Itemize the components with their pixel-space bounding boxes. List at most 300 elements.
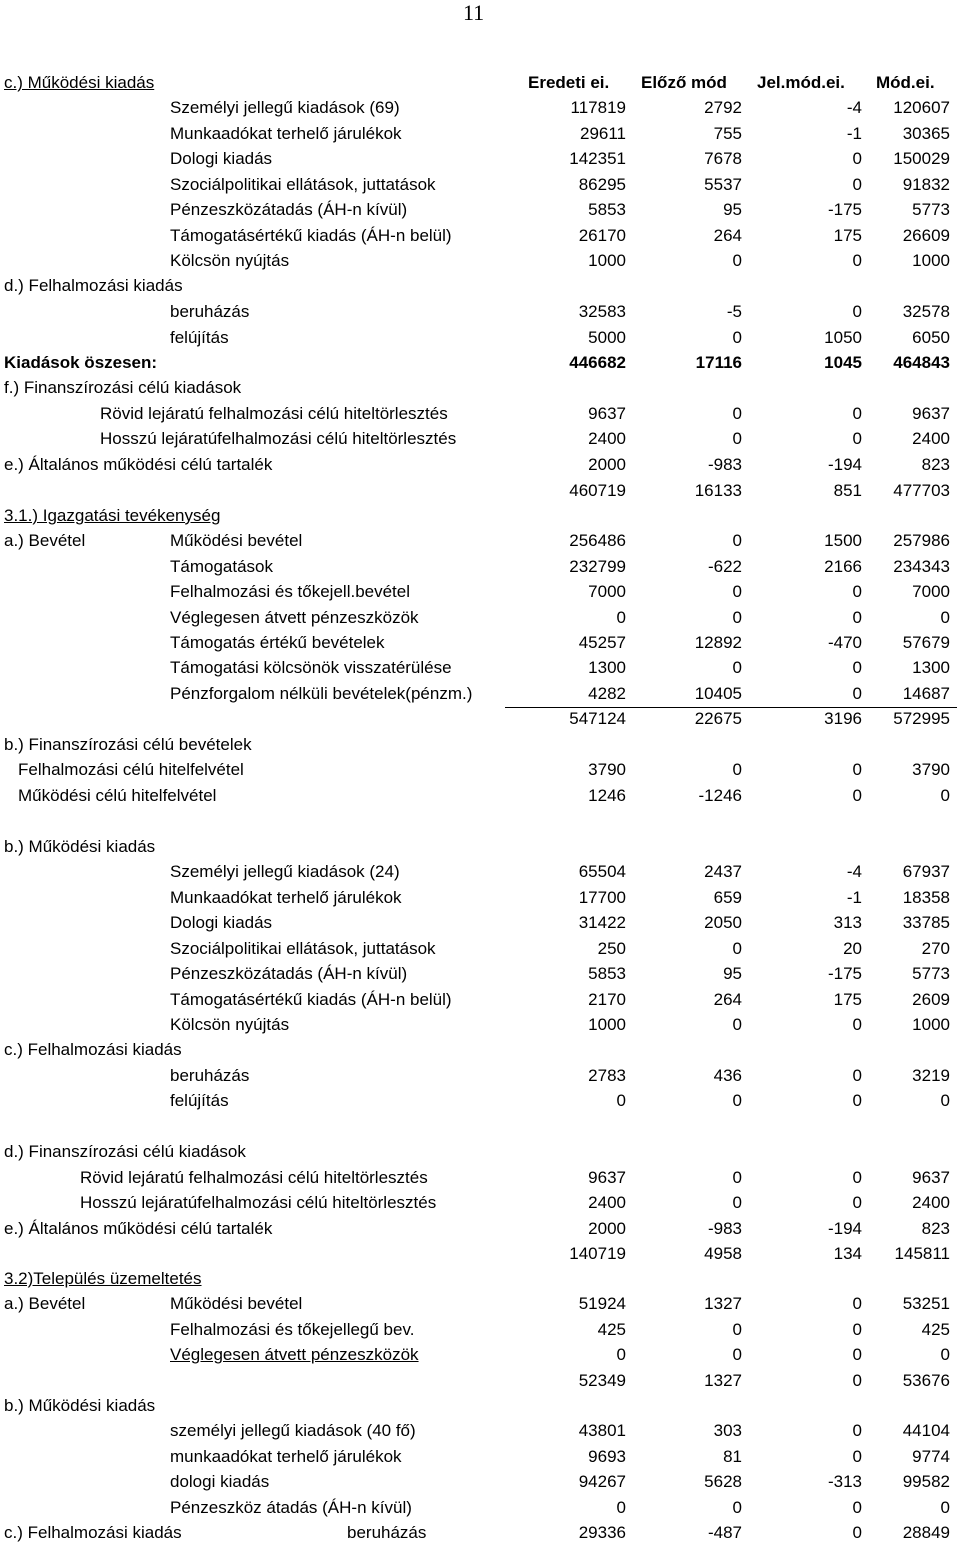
cell-adjustment: 0 xyxy=(852,1498,862,1517)
row-label: Pénzeszközátadás (ÁH-n kívül) xyxy=(170,200,408,219)
cell-original: 142351 xyxy=(569,149,626,168)
cell-previous: 0 xyxy=(732,1168,742,1187)
cell-adjustment: 0 xyxy=(852,1345,862,1364)
row-label: Támogatások xyxy=(170,557,273,576)
cell-modified: 3790 xyxy=(912,760,950,779)
row-label: Dologi kiadás xyxy=(170,149,273,168)
table-row xyxy=(0,989,960,1011)
row-label: Támogatási kölcsönök visszatérülése xyxy=(170,658,452,677)
cell-adjustment: 3196 xyxy=(824,709,862,728)
section-heading xyxy=(0,1395,960,1417)
row-label: Pénzeszköz átadás (ÁH-n kívül) xyxy=(170,1498,412,1517)
cell-previous: 10405 xyxy=(694,684,742,703)
cell-adjustment: 0 xyxy=(852,608,862,627)
cell-adjustment: 313 xyxy=(833,913,862,932)
row-label: b.) Finanszírozási célú bevételek xyxy=(4,735,252,754)
cell-previous: 0 xyxy=(732,939,742,958)
row-label: Felhalmozási és tőkejellegű bev. xyxy=(170,1320,415,1339)
cell-previous: 0 xyxy=(732,1345,742,1364)
section-heading xyxy=(0,275,960,297)
cell-previous: -1246 xyxy=(698,786,742,805)
cell-adjustment: -175 xyxy=(827,964,862,983)
table-row xyxy=(0,174,960,196)
cell-original: 1246 xyxy=(588,786,626,805)
row-label: e.) Általános működési célú tartalék xyxy=(4,1219,273,1238)
row-label: Kölcsön nyújtás xyxy=(170,251,290,270)
table-row xyxy=(0,1497,960,1519)
cell-original: 29611 xyxy=(579,124,626,143)
table-row xyxy=(0,1370,960,1392)
table-row xyxy=(0,97,960,119)
cell-original: 2400 xyxy=(588,1193,626,1212)
row-label: Személyi jellegű kiadások (69) xyxy=(170,98,400,117)
table-row xyxy=(0,861,960,883)
table-row xyxy=(0,785,960,807)
cell-original: 0 xyxy=(616,1498,626,1517)
row-label: Támogatásértékű kiadás (ÁH-n belül) xyxy=(170,990,452,1009)
cell-adjustment: 0 xyxy=(852,1091,862,1110)
cell-modified: 464843 xyxy=(893,353,950,372)
section-heading xyxy=(0,1141,960,1163)
cell-previous: 7678 xyxy=(704,149,742,168)
cell-modified: 120607 xyxy=(893,98,950,117)
cell-modified: 823 xyxy=(921,455,950,474)
cell-previous: 0 xyxy=(732,429,742,448)
table-row xyxy=(0,1293,960,1315)
cell-modified: 1000 xyxy=(912,251,950,270)
cell-modified: 44104 xyxy=(902,1421,950,1440)
cell-adjustment: 0 xyxy=(852,1066,862,1085)
row-label: c.) Felhalmozási kiadás xyxy=(4,1523,182,1542)
row-label: Véglegesen átvett pénzeszközök xyxy=(170,608,419,627)
row-label: b.) Működési kiadás xyxy=(4,837,156,856)
cell-previous: 0 xyxy=(732,1320,742,1339)
table-row xyxy=(0,607,960,629)
table-row xyxy=(0,1243,960,1265)
row-label: a.) Bevétel xyxy=(4,1294,86,1313)
cell-adjustment: 0 xyxy=(852,684,862,703)
cell-original: 256486 xyxy=(569,531,626,550)
cell-previous: 0 xyxy=(732,658,742,677)
table-row xyxy=(0,530,960,552)
row-label: munkaadókat terhelő járulékok xyxy=(170,1447,402,1466)
col-header-previous: Előző mód xyxy=(641,73,727,92)
row-label: személyi jellegű kiadások (40 fő) xyxy=(170,1421,416,1440)
cell-adjustment: -4 xyxy=(846,862,862,881)
cell-previous: -983 xyxy=(707,1219,742,1238)
table-row xyxy=(0,1192,960,1214)
cell-previous: 436 xyxy=(713,1066,742,1085)
cell-modified: 0 xyxy=(940,608,950,627)
cell-modified: 28849 xyxy=(902,1523,950,1542)
sum-rule xyxy=(505,707,957,708)
table-row xyxy=(0,1065,960,1087)
cell-previous: 303 xyxy=(713,1421,742,1440)
cell-modified: 7000 xyxy=(912,582,950,601)
cell-original: 2170 xyxy=(588,990,626,1009)
table-row xyxy=(0,1014,960,1036)
row-label: Véglegesen átvett pénzeszközök xyxy=(170,1345,419,1364)
row-label: Működési célú hitelfelvétel xyxy=(18,786,217,805)
cell-adjustment: 0 xyxy=(852,1015,862,1034)
table-row xyxy=(0,657,960,679)
cell-adjustment: -4 xyxy=(846,98,862,117)
cell-modified: 2609 xyxy=(912,990,950,1009)
cell-modified: 234343 xyxy=(893,557,950,576)
cell-original: 5853 xyxy=(588,964,626,983)
cell-previous: 0 xyxy=(732,404,742,423)
cell-original: 31422 xyxy=(578,913,626,932)
row-label: Pénzforgalom nélküli bevételek(pénzm.) xyxy=(170,684,473,703)
cell-adjustment: -1 xyxy=(846,124,862,143)
cell-adjustment: 1045 xyxy=(824,353,862,372)
cell-modified: 1300 xyxy=(912,658,950,677)
cell-original: 2000 xyxy=(588,455,626,474)
table-row xyxy=(0,1420,960,1442)
row-label: c.) Felhalmozási kiadás xyxy=(4,1040,182,1059)
cell-original: 9637 xyxy=(588,1168,626,1187)
row-label: Munkaadókat terhelő járulékok xyxy=(170,124,402,143)
cell-adjustment: 175 xyxy=(833,990,862,1009)
table-row xyxy=(0,1090,960,1112)
cell-modified: 26609 xyxy=(902,226,950,245)
cell-modified: 30365 xyxy=(902,124,950,143)
cell-original: 1000 xyxy=(588,1015,626,1034)
cell-adjustment: 0 xyxy=(852,404,862,423)
cell-original: 94267 xyxy=(578,1472,626,1491)
cell-previous: 755 xyxy=(713,124,742,143)
table-row xyxy=(0,1522,960,1544)
cell-adjustment: 175 xyxy=(833,226,862,245)
cell-previous: 0 xyxy=(732,608,742,627)
cell-previous: 17116 xyxy=(695,353,742,372)
cell-modified: 5773 xyxy=(912,200,950,219)
cell-adjustment: 0 xyxy=(852,429,862,448)
cell-previous: 0 xyxy=(732,1193,742,1212)
row-label: Szociálpolitikai ellátások, juttatások xyxy=(170,939,436,958)
cell-adjustment: 2166 xyxy=(824,557,862,576)
cell-previous: 5628 xyxy=(704,1472,742,1491)
cell-modified: 823 xyxy=(921,1219,950,1238)
row-label: f.) Finanszírozási célú kiadások xyxy=(4,378,242,397)
cell-modified: 33785 xyxy=(902,913,950,932)
cell-modified: 32578 xyxy=(902,302,950,321)
cell-modified: 99582 xyxy=(902,1472,950,1491)
cell-modified: 53251 xyxy=(902,1294,950,1313)
table-row xyxy=(0,352,960,374)
table-row xyxy=(0,708,960,730)
cell-adjustment: 0 xyxy=(852,1294,862,1313)
row-sublabel: Működési bevétel xyxy=(170,531,303,550)
table-row xyxy=(0,148,960,170)
cell-original: 0 xyxy=(616,608,626,627)
cell-previous: 4958 xyxy=(704,1244,742,1263)
table-row xyxy=(0,556,960,578)
table-row xyxy=(0,225,960,247)
table-row xyxy=(0,887,960,909)
cell-previous: 12892 xyxy=(694,633,742,652)
cell-original: 51924 xyxy=(578,1294,626,1313)
table-row xyxy=(0,1167,960,1189)
cell-modified: 1000 xyxy=(912,1015,950,1034)
cell-adjustment: -175 xyxy=(827,200,862,219)
cell-modified: 3219 xyxy=(912,1066,950,1085)
section-heading xyxy=(0,1039,960,1061)
cell-original: 2783 xyxy=(588,1066,626,1085)
cell-modified: 257986 xyxy=(893,531,950,550)
section-title: c.) Működési kiadás xyxy=(4,73,155,92)
row-label: Munkaadókat terhelő járulékok xyxy=(170,888,402,907)
cell-original: 7000 xyxy=(588,582,626,601)
cell-adjustment: -313 xyxy=(827,1472,862,1491)
row-label: 3.1.) Igazgatási tevékenység xyxy=(4,506,221,525)
cell-original: 32583 xyxy=(578,302,626,321)
row-label: Személyi jellegű kiadások (24) xyxy=(170,862,400,881)
table-row xyxy=(0,1344,960,1366)
cell-original: 0 xyxy=(616,1345,626,1364)
cell-modified: 67937 xyxy=(902,862,950,881)
row-label: Kölcsön nyújtás xyxy=(170,1015,290,1034)
cell-modified: 0 xyxy=(940,1345,950,1364)
cell-original: 9637 xyxy=(588,404,626,423)
cell-previous: 0 xyxy=(732,251,742,270)
cell-modified: 572995 xyxy=(893,709,950,728)
cell-original: 45257 xyxy=(578,633,626,652)
cell-adjustment: 0 xyxy=(852,786,862,805)
cell-original: 425 xyxy=(597,1320,626,1339)
row-label: e.) Általános működési célú tartalék xyxy=(4,455,273,474)
table-row xyxy=(0,759,960,781)
section-heading xyxy=(0,836,960,858)
section-heading xyxy=(0,505,960,527)
row-label: beruházás xyxy=(170,1066,250,1085)
cell-modified: 2400 xyxy=(912,1193,950,1212)
cell-original: 2000 xyxy=(588,1219,626,1238)
table-row xyxy=(0,632,960,654)
cell-original: 65504 xyxy=(578,862,626,881)
row-label: 3.2)Település üzemeltetés xyxy=(4,1269,202,1288)
cell-original: 29336 xyxy=(578,1523,626,1542)
cell-original: 547124 xyxy=(569,709,626,728)
cell-adjustment: 0 xyxy=(852,658,862,677)
cell-adjustment: 1500 xyxy=(824,531,862,550)
cell-previous: 264 xyxy=(713,226,742,245)
table-row xyxy=(0,912,960,934)
cell-previous: 0 xyxy=(732,531,742,550)
row-label: Hosszú lejáratúfelhalmozási célú hiteltörlesztés xyxy=(100,429,457,448)
table-row xyxy=(0,1446,960,1468)
cell-previous: 81 xyxy=(723,1447,742,1466)
col-header-original: Eredeti ei. xyxy=(528,73,610,92)
cell-previous: 0 xyxy=(732,582,742,601)
cell-original: 446682 xyxy=(569,353,626,372)
cell-previous: 0 xyxy=(732,1498,742,1517)
table-row xyxy=(0,250,960,272)
cell-original: 0 xyxy=(616,1091,626,1110)
cell-adjustment: -194 xyxy=(827,1219,862,1238)
cell-adjustment: 0 xyxy=(852,251,862,270)
row-label: Támogatás értékű bevételek xyxy=(170,633,385,652)
cell-adjustment: 0 xyxy=(852,760,862,779)
cell-modified: 270 xyxy=(921,939,950,958)
cell-previous: 95 xyxy=(723,964,742,983)
row-label: b.) Működési kiadás xyxy=(4,1396,156,1415)
table-row xyxy=(0,1319,960,1341)
row-label: beruházás xyxy=(170,302,250,321)
row-label: Hosszú lejáratúfelhalmozási célú hiteltörlesztés xyxy=(80,1193,437,1212)
row-label: Szociálpolitikai ellátások, juttatások xyxy=(170,175,436,194)
cell-modified: 477703 xyxy=(893,481,950,500)
cell-original: 5853 xyxy=(588,200,626,219)
cell-adjustment: 0 xyxy=(852,1523,862,1542)
cell-adjustment: 0 xyxy=(852,302,862,321)
table-row xyxy=(0,199,960,221)
cell-original: 140719 xyxy=(569,1244,626,1263)
cell-original: 2400 xyxy=(588,429,626,448)
cell-original: 52349 xyxy=(578,1371,626,1390)
cell-adjustment: 1050 xyxy=(824,328,862,347)
col-header-modified: Mód.ei. xyxy=(876,73,935,92)
cell-previous: 659 xyxy=(713,888,742,907)
cell-adjustment: -194 xyxy=(827,455,862,474)
table-row xyxy=(0,938,960,960)
cell-previous: 0 xyxy=(732,1091,742,1110)
cell-modified: 91832 xyxy=(902,175,950,194)
cell-previous: -5 xyxy=(726,302,742,321)
cell-adjustment: 0 xyxy=(852,1168,862,1187)
cell-adjustment: 0 xyxy=(852,582,862,601)
row-label: Rövid lejáratú felhalmozási célú hiteltörlesztés xyxy=(100,404,448,423)
cell-adjustment: -1 xyxy=(846,888,862,907)
row-label: Kiadások öszesen: xyxy=(4,353,158,372)
col-header-adjustment: Jel.mód.ei. xyxy=(757,73,845,92)
row-label: Pénzeszközátadás (ÁH-n kívül) xyxy=(170,964,408,983)
cell-modified: 6050 xyxy=(912,328,950,347)
table-row xyxy=(0,581,960,603)
row-sublabel: Működési bevétel xyxy=(170,1294,303,1313)
cell-original: 86295 xyxy=(578,175,626,194)
cell-previous: 22675 xyxy=(694,709,742,728)
cell-original: 3790 xyxy=(588,760,626,779)
row-label: Dologi kiadás xyxy=(170,913,273,932)
table-row xyxy=(0,963,960,985)
cell-adjustment: 20 xyxy=(843,939,862,958)
section-heading xyxy=(0,1268,960,1290)
cell-original: 43801 xyxy=(578,1421,626,1440)
cell-modified: 145811 xyxy=(894,1244,950,1263)
row-label: Felhalmozási és tőkejell.bevétel xyxy=(170,582,411,601)
cell-previous: -983 xyxy=(707,455,742,474)
cell-modified: 425 xyxy=(921,1320,950,1339)
cell-original: 9693 xyxy=(588,1447,626,1466)
table-row xyxy=(0,403,960,425)
table-row xyxy=(0,454,960,476)
row-label: dologi kiadás xyxy=(170,1472,270,1491)
cell-original: 460719 xyxy=(569,481,626,500)
cell-original: 1000 xyxy=(588,251,626,270)
cell-adjustment: 0 xyxy=(852,175,862,194)
table-row xyxy=(0,480,960,502)
table-row xyxy=(0,1471,960,1493)
cell-previous: 95 xyxy=(723,200,742,219)
table-row xyxy=(0,123,960,145)
cell-previous: -622 xyxy=(707,557,742,576)
cell-modified: 5773 xyxy=(912,964,950,983)
cell-adjustment: -470 xyxy=(827,633,862,652)
cell-original: 250 xyxy=(597,939,626,958)
cell-modified: 18358 xyxy=(902,888,950,907)
cell-previous: 0 xyxy=(732,1015,742,1034)
cell-original: 232799 xyxy=(569,557,626,576)
row-label: felújítás xyxy=(170,328,229,347)
cell-modified: 53676 xyxy=(902,1371,950,1390)
cell-previous: 0 xyxy=(732,328,742,347)
table-row xyxy=(0,1218,960,1240)
cell-modified: 0 xyxy=(940,786,950,805)
cell-original: 5000 xyxy=(588,328,626,347)
cell-modified: 9774 xyxy=(912,1447,950,1466)
cell-modified: 2400 xyxy=(912,429,950,448)
cell-original: 4282 xyxy=(588,684,626,703)
row-label: d.) Finanszírozási célú kiadások xyxy=(4,1142,246,1161)
cell-previous: 2792 xyxy=(704,98,742,117)
cell-previous: 5537 xyxy=(704,175,742,194)
cell-original: 26170 xyxy=(578,226,626,245)
cell-previous: 1327 xyxy=(704,1371,742,1390)
cell-modified: 0 xyxy=(940,1091,950,1110)
cell-adjustment: 0 xyxy=(852,149,862,168)
row-label: Rövid lejáratú felhalmozási célú hiteltörlesztés xyxy=(80,1168,428,1187)
row-sublabel: beruházás xyxy=(347,1523,427,1542)
row-label: felújítás xyxy=(170,1091,229,1110)
table-row xyxy=(0,301,960,323)
cell-adjustment: 0 xyxy=(852,1320,862,1339)
cell-adjustment: 134 xyxy=(833,1244,862,1263)
cell-original: 17700 xyxy=(578,888,626,907)
cell-modified: 57679 xyxy=(902,633,950,652)
cell-original: 117819 xyxy=(570,98,626,117)
section-heading xyxy=(0,734,960,756)
cell-modified: 14687 xyxy=(902,684,950,703)
cell-adjustment: 851 xyxy=(833,481,862,500)
cell-modified: 150029 xyxy=(893,149,950,168)
row-label: Felhalmozási célú hitelfelvétel xyxy=(18,760,244,779)
cell-adjustment: 0 xyxy=(852,1371,862,1390)
cell-previous: 264 xyxy=(713,990,742,1009)
section-heading xyxy=(0,377,960,399)
cell-adjustment: 0 xyxy=(852,1421,862,1440)
cell-previous: -487 xyxy=(707,1523,742,1542)
row-label: d.) Felhalmozási kiadás xyxy=(4,276,183,295)
page-number: 11 xyxy=(463,0,485,25)
row-label: a.) Bevétel xyxy=(4,531,86,550)
cell-original: 1300 xyxy=(588,658,626,677)
row-label: Támogatásértékű kiadás (ÁH-n belül) xyxy=(170,226,452,245)
cell-previous: 0 xyxy=(732,760,742,779)
cell-modified: 9637 xyxy=(912,1168,950,1187)
cell-adjustment: 0 xyxy=(852,1447,862,1466)
cell-modified: 0 xyxy=(940,1498,950,1517)
table-row xyxy=(0,683,960,705)
table-row xyxy=(0,327,960,349)
cell-previous: 16133 xyxy=(694,481,742,500)
cell-previous: 1327 xyxy=(704,1294,742,1313)
cell-previous: 2050 xyxy=(704,913,742,932)
table-row xyxy=(0,428,960,450)
cell-previous: 2437 xyxy=(704,862,742,881)
cell-modified: 9637 xyxy=(912,404,950,423)
cell-adjustment: 0 xyxy=(852,1193,862,1212)
